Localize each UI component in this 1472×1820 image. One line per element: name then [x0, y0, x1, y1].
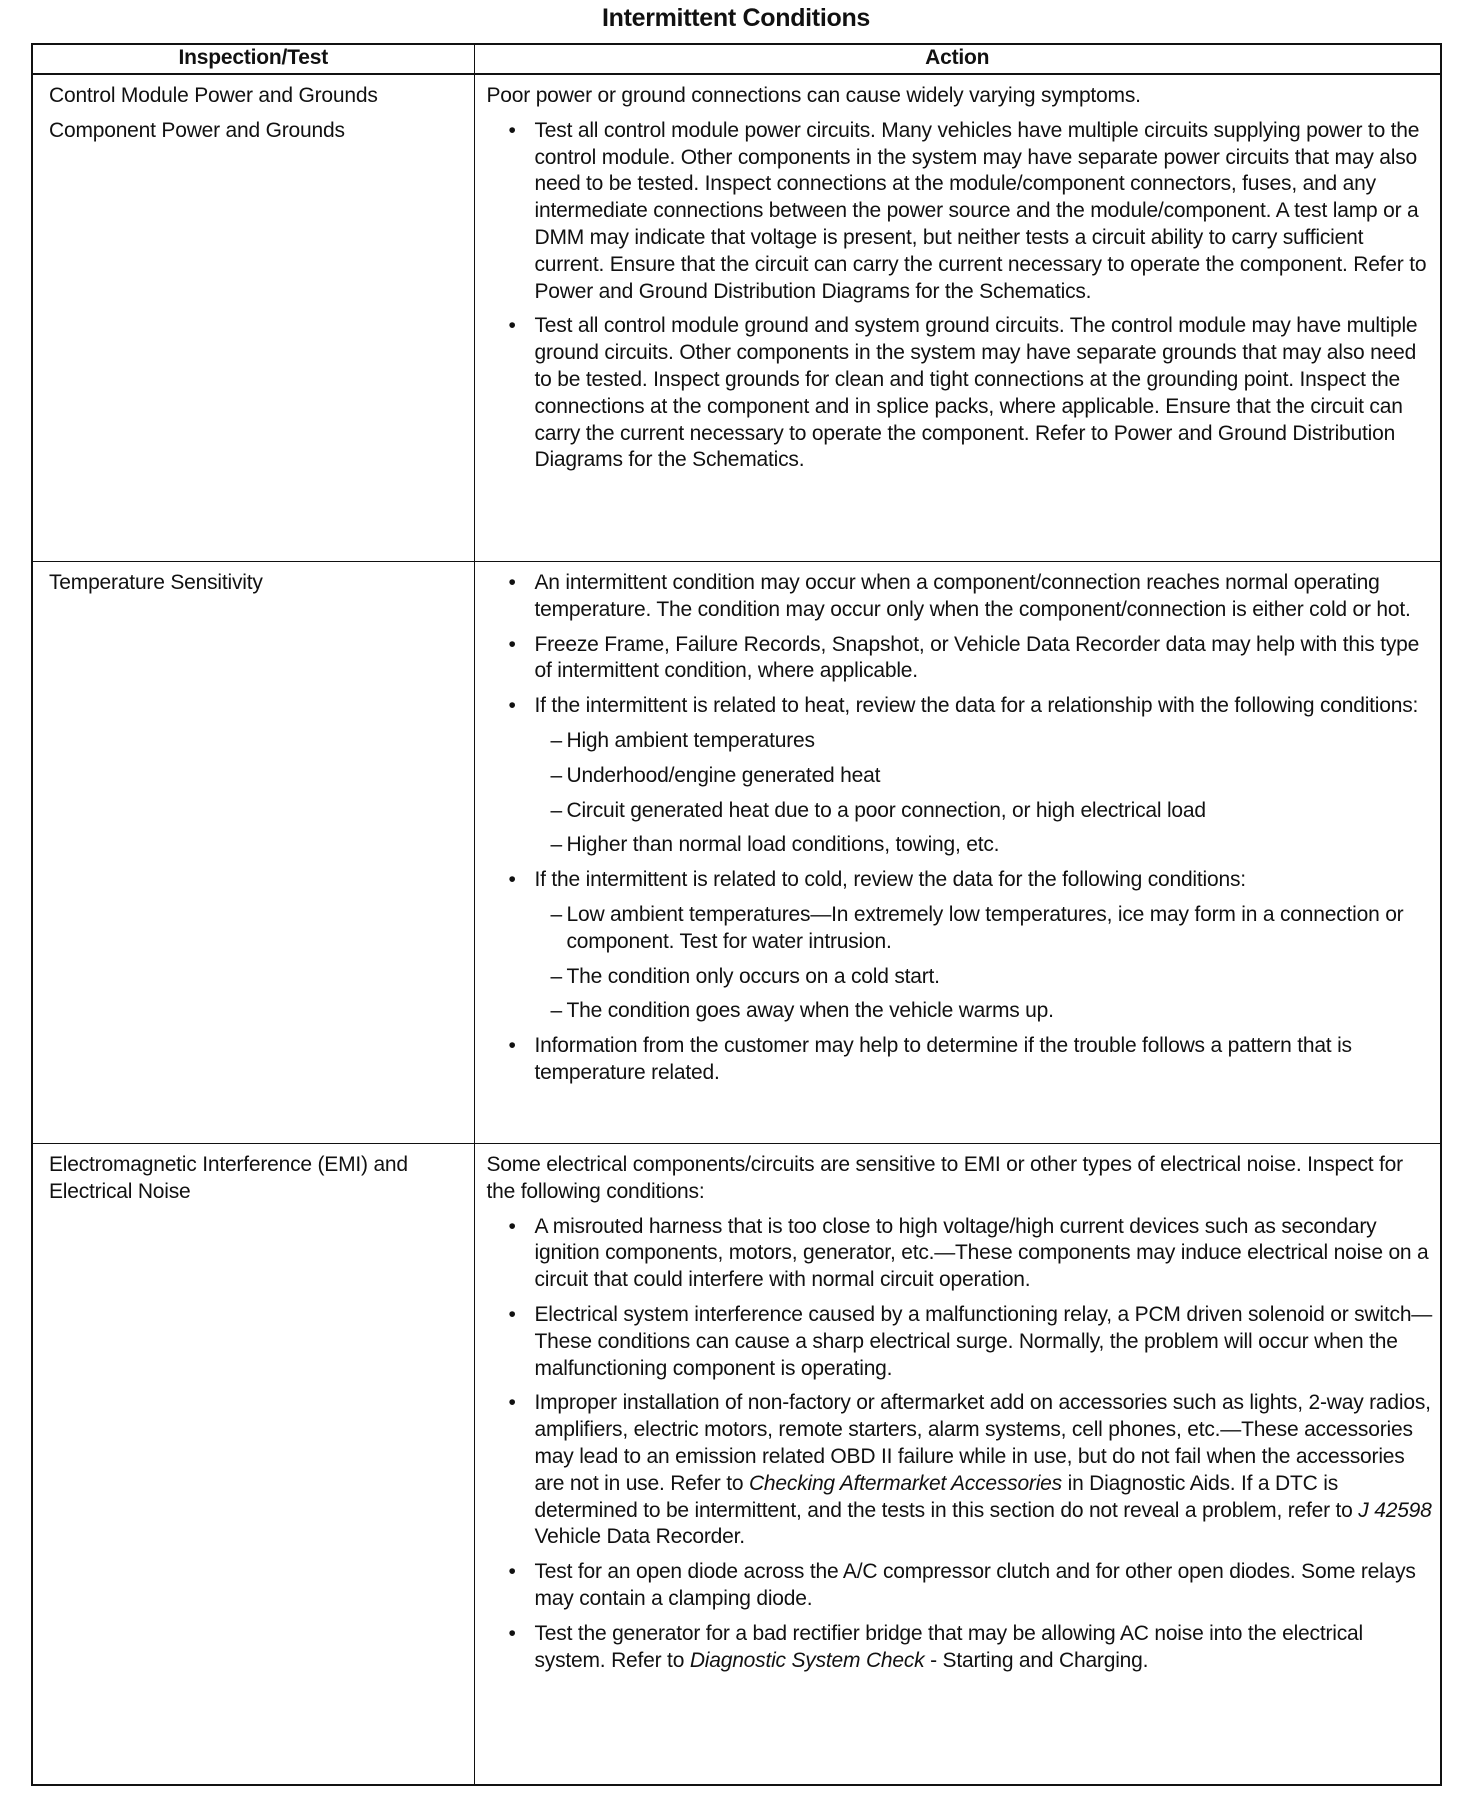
bullet-item	[487, 632, 1435, 686]
bullet-icon: •	[508, 314, 516, 338]
bullet-item	[487, 867, 1435, 894]
bullet-icon: •	[508, 1214, 516, 1238]
table-row	[32, 562, 1441, 1144]
text-segment: Underhood/engine generated heat	[566, 763, 881, 787]
bullet-item	[487, 1214, 1435, 1294]
bullet-icon: •	[508, 571, 516, 594]
reference-text: Checking Aftermarket Accessories	[748, 1471, 1062, 1495]
action-paragraph	[487, 83, 1435, 110]
text-segment: - Starting and Charging.	[924, 1648, 1149, 1672]
text-segment: Test for an open diode across the A/C compressor clutch and for other open diodes. Some relays may contain a clamping diode.	[534, 1560, 1416, 1610]
text-segment: Information from the customer may help to determine if the trouble follows a pattern that is temperature related.	[534, 1034, 1352, 1084]
bullet-icon: •	[508, 868, 516, 892]
bullet-item	[487, 1390, 1435, 1551]
sub-item	[487, 798, 1435, 825]
reference-text: Diagnostic System Check	[689, 1648, 925, 1672]
text-segment: Electrical system interference caused by a malfunctioning relay, a PCM driven solenoid or switch—These conditions can cause a sharp electrical surge. Normally, the problem will occur when the malfunctioning component is operating.	[534, 1302, 1433, 1380]
text-segment: Test all control module power circuits. Many vehicles have multiple circuits supplying power to the control module. Other components in the system may have separate power circuits that may also need to be tested. Inspect connections at the module/component connectors, fuses, and any intermediate connections between the power source and the module/component. A test lamp or a DMM may indicate that voltage is present, but neither tests a circuit ability to carry sufficient current. Ensure that the circuit can carry the current necessary to operate the component. Refer to Power and Ground Distribution Diagrams for the Schematics.	[534, 118, 1427, 303]
bullet-item	[487, 1621, 1435, 1675]
dash-icon: –	[550, 999, 562, 1023]
bullet-icon: •	[508, 1391, 516, 1415]
text-segment: Higher than normal load conditions, towing, etc.	[566, 833, 1000, 857]
text-segment: If the intermittent is related to cold, review the data for the following conditions:	[534, 868, 1246, 892]
sub-item	[487, 832, 1435, 859]
bullet-item	[487, 693, 1435, 720]
text-segment: Circuit generated heat due to a poor connection, or high electrical load	[566, 798, 1206, 822]
header-action: Action	[474, 44, 1441, 74]
inspection-label: Component Power and Grounds	[49, 118, 345, 142]
dash-icon: –	[550, 728, 562, 752]
text-segment: Low ambient temperatures—In extremely low temperatures, ice may form in a connection or component. Test for water intrusion.	[566, 902, 1404, 953]
inspection-label: Control Module Power and Grounds	[49, 84, 378, 107]
header-inspection-test: Inspection/Test	[32, 44, 474, 74]
action-cell	[474, 562, 1441, 1144]
dash-icon: –	[550, 798, 562, 822]
text-segment: The condition goes away when the vehicle warms up.	[566, 999, 1054, 1023]
text-segment: Test the generator for a bad rectifier bridge that may be allowing AC noise into the electrical system. Refer to	[534, 1621, 1363, 1672]
bullet-item	[487, 1559, 1435, 1613]
inspection-cell	[32, 562, 474, 1144]
action-paragraph	[487, 1152, 1435, 1206]
bullet-item	[487, 1033, 1435, 1087]
text-segment: Improper installation of non-factory or aftermarket add on accessories such as lights, 2-way radios, amplifiers, electric motors, remote starters, alarm systems, cell phones, etc.—These accessories may lead to an emission related OBD II failure while in use, but do not fail when the accessories are not in use. Refer to	[534, 1391, 1431, 1495]
bullet-item	[487, 570, 1435, 624]
dash-icon: –	[550, 902, 562, 926]
dash-icon: –	[550, 833, 562, 857]
inspection-cell	[32, 1144, 474, 1786]
sub-item	[487, 964, 1435, 991]
bullet-icon: •	[508, 118, 516, 142]
text-segment: An intermittent condition may occur when a component/connection reaches normal operating temperature. The condition may occur only when the component/connection is either cold or hot.	[534, 571, 1411, 621]
sub-item	[487, 998, 1435, 1025]
text-segment: Test all control module ground and system ground circuits. The control module may have multiple ground circuits. Other components in the system may have separate grounds that may also need to be tested. Inspect grounds for clean and tight connections at the grounding point. Inspect the connections at the component and in splice packs, where applicable. Ensure that the circuit can carry the current necessary to operate the component. Refer to Power and Ground Distribution Diagrams for the Schematics.	[534, 314, 1418, 472]
text-segment: A misrouted harness that is too close to high voltage/high current devices such as secondary ignition components, motors, generator, etc.—These components may induce electrical noise on a circuit that could interfere with normal circuit operation.	[534, 1214, 1429, 1292]
text-segment: High ambient temperatures	[566, 728, 815, 752]
text-segment: If the intermittent is related to heat, review the data for a relationship with the following conditions:	[534, 694, 1419, 718]
table-header-row	[32, 44, 1441, 74]
inspection-label: Temperature Sensitivity	[49, 571, 263, 594]
sub-item	[487, 902, 1435, 956]
bullet-icon: •	[508, 1560, 516, 1584]
inspection-cell	[32, 74, 474, 562]
action-cell	[474, 74, 1441, 562]
bullet-item	[487, 118, 1435, 306]
text-segment: Poor power or ground connections can cause widely varying symptoms.	[486, 84, 1141, 107]
page-title: Intermittent Conditions	[601, 4, 871, 32]
sub-item	[487, 728, 1435, 755]
bullet-item	[487, 313, 1435, 474]
dash-icon: –	[550, 964, 562, 988]
reference-text: J 42598	[1358, 1498, 1432, 1522]
text-segment: in Diagnostic Aids. If a DTC is determined to be intermittent, and the tests in this section do not reveal a problem, refer to	[534, 1471, 1359, 1522]
text-segment: Freeze Frame, Failure Records, Snapshot, or Vehicle Data Recorder data may help with this type of intermittent condition, where applicable.	[534, 632, 1420, 683]
sub-item	[487, 763, 1435, 790]
dash-icon: –	[550, 763, 562, 787]
action-cell	[474, 1144, 1441, 1786]
bullet-item	[487, 1302, 1435, 1382]
bullet-icon: •	[508, 632, 516, 656]
intermittent-conditions-table	[31, 43, 1442, 1786]
bullet-icon: •	[508, 1302, 516, 1326]
text-segment: Some electrical components/circuits are sensitive to EMI or other types of electrical noise. Inspect for the following conditions:	[486, 1153, 1403, 1203]
bullet-icon: •	[508, 1034, 516, 1058]
inspection-label: Electromagnetic Interference (EMI) and Electrical Noise	[49, 1153, 408, 1203]
text-segment: The condition only occurs on a cold start.	[566, 964, 940, 988]
bullet-icon: •	[508, 694, 516, 718]
table-row	[32, 1144, 1441, 1786]
bullet-icon: •	[508, 1621, 516, 1645]
text-segment: Vehicle Data Recorder.	[534, 1525, 745, 1549]
table-row	[32, 74, 1441, 562]
